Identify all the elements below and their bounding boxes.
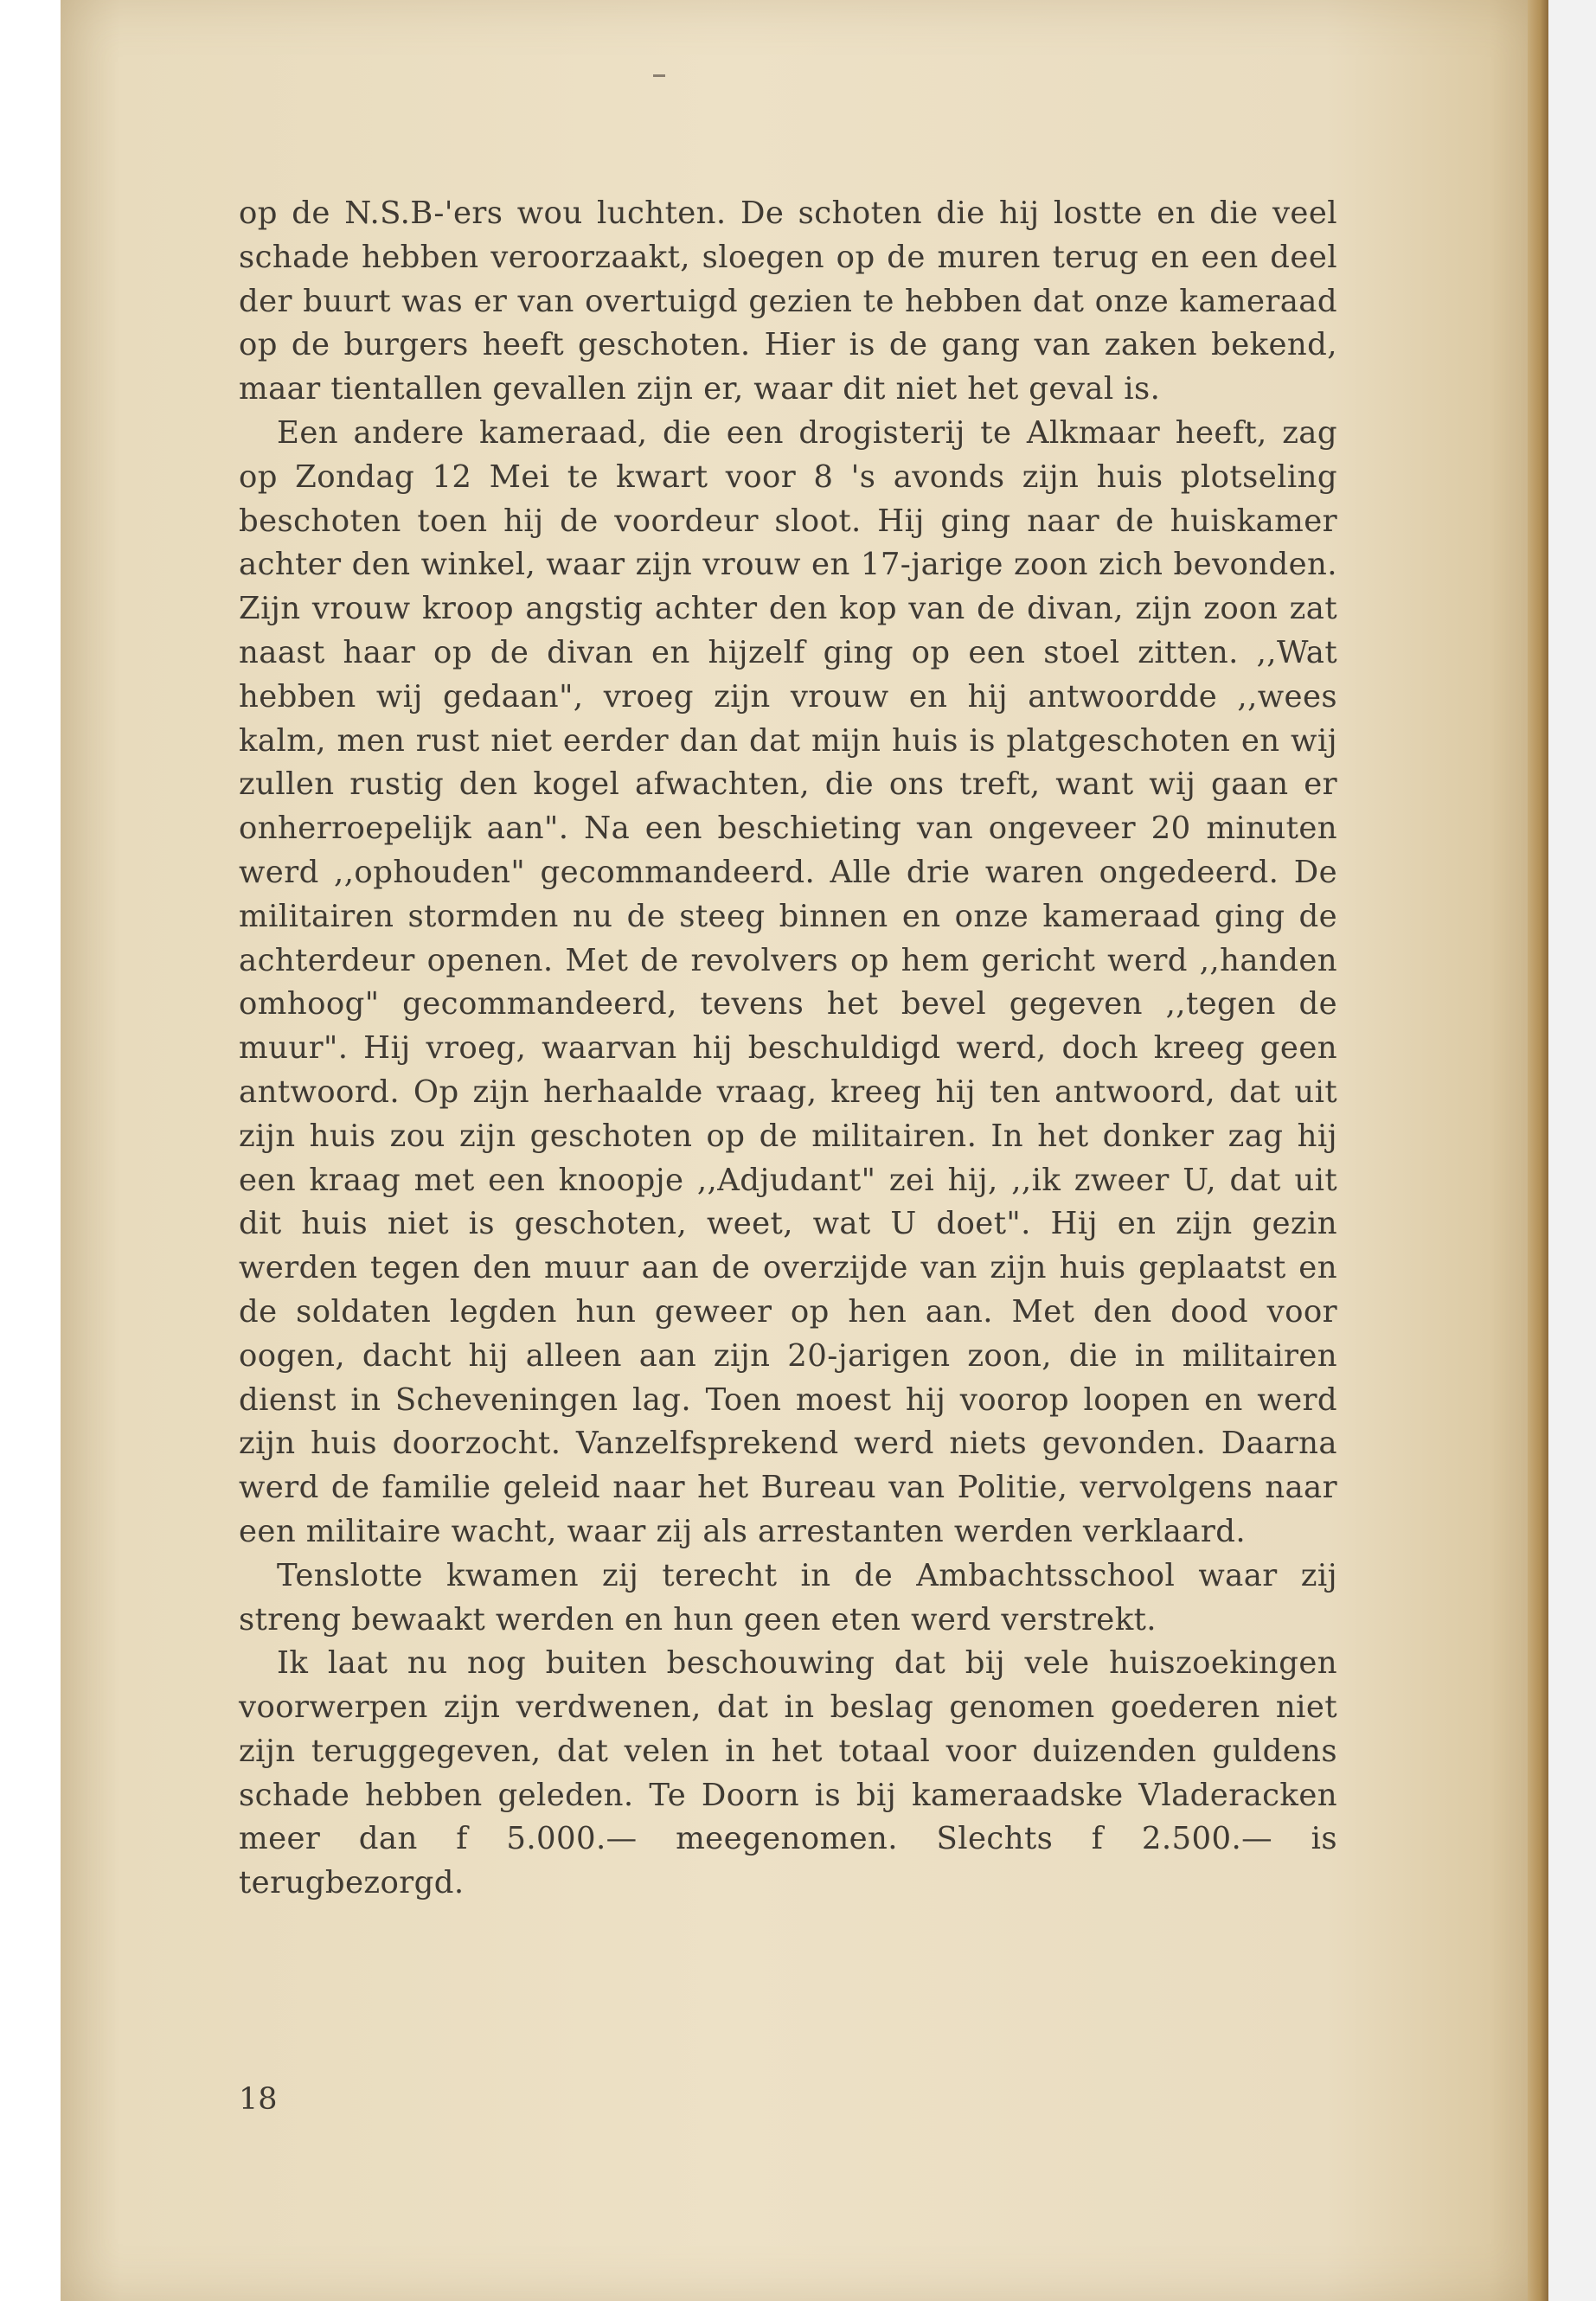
page-number: 18: [239, 2082, 278, 2117]
body-text: [239, 192, 1337, 1906]
paragraph-3: Tenslotte kwamen zij terecht in de Ambachtsschool waar zij streng bewaakt werden en hun geen eten werd verstrekt.: [239, 1557, 1337, 1638]
paragraph-2: Een andere kameraad, die een drogisterij te Alkmaar heeft, zag op Zondag 12 Mei te kwart voor 8 's avonds zijn huis plotseling beschoten toen hij de voordeur sloot. Hij ging naar de huiskamer achter den winkel, waar zijn vrouw en 17-jarige zoon zich bevonden. Zijn vrouw kroop angstig achter den kop van de divan, zijn zoon zat naast haar op de divan en hijzelf ging op een stoel zitten. ,,Wat hebben wij gedaan", vroeg zijn vrouw en hij antwoordde ,,wees kalm, men rust niet eerder dan dat mijn huis is platgeschoten en wij zullen rustig den kogel afwachten, die ons treft, want wij gaan er onherroepelijk aan". Na een beschieting van ongeveer 20 minuten werd ,,ophouden" gecommandeerd. Alle drie waren ongedeerd. De militairen stormden nu de steeg binnen en onze kameraad ging de achterdeur openen. Met de revolvers op hem gericht werd ,,handen omhoog" gecommandeerd, tevens het bevel gegeven ,,tegen de muur". Hij vroeg, waarvan hij beschuldigd werd, doch kreeg geen antwoord. Op zijn herhaalde vraag, kreeg hij ten antwoord, dat uit zijn huis zou zijn geschoten op de militairen. In het donker zag hij een kraag met een knoopje ,,Adjudant" zei hij, ,,ik zweer U, dat uit dit huis niet is geschoten, weet, wat U doet". Hij en zijn gezin werden tegen den muur aan de overzijde van zijn huis geplaatst en de soldaten legden hun geweer op hen aan. Met den dood voor oogen, dacht hij alleen aan zijn 20-jarigen zoon, die in militairen dienst in Scheveningen lag. Toen moest hij voorop loopen en werd zijn huis doorzocht. Vanzelfsprekend werd niets gevonden. Daarna werd de familie geleid naar het Bureau van Politie, vervolgens naar een militaire wacht, waar zij als arrestanten werden verklaard.: [239, 414, 1337, 1549]
page-edge: [1528, 0, 1548, 2301]
scan-margin: [1548, 0, 1596, 2301]
paragraph-4: Ik laat nu nog buiten beschouwing dat bij vele huiszoekingen voorwerpen zijn verdwenen, dat in beslag genomen goederen niet zijn teruggegeven, dat velen in het totaal voor duizenden guldens schade hebben geleden. Te Doorn is bij kameraadske Vladeracken meer dan f 5.000.— meegenomen. Slechts f 2.500.— is terugbezorgd.: [239, 1645, 1337, 1901]
top-mark: [653, 74, 665, 77]
paragraph-1: op de N.S.B-'ers wou luchten. De schoten die hij lostte en die veel schade hebben veroorzaakt, sloegen op de muren terug en een deel der buurt was er van overtuigd gezien te hebben dat onze kameraad op de burgers heeft geschoten. Hier is de gang van zaken bekend, maar tientallen gevallen zijn er, waar dit niet het geval is.: [239, 195, 1337, 407]
